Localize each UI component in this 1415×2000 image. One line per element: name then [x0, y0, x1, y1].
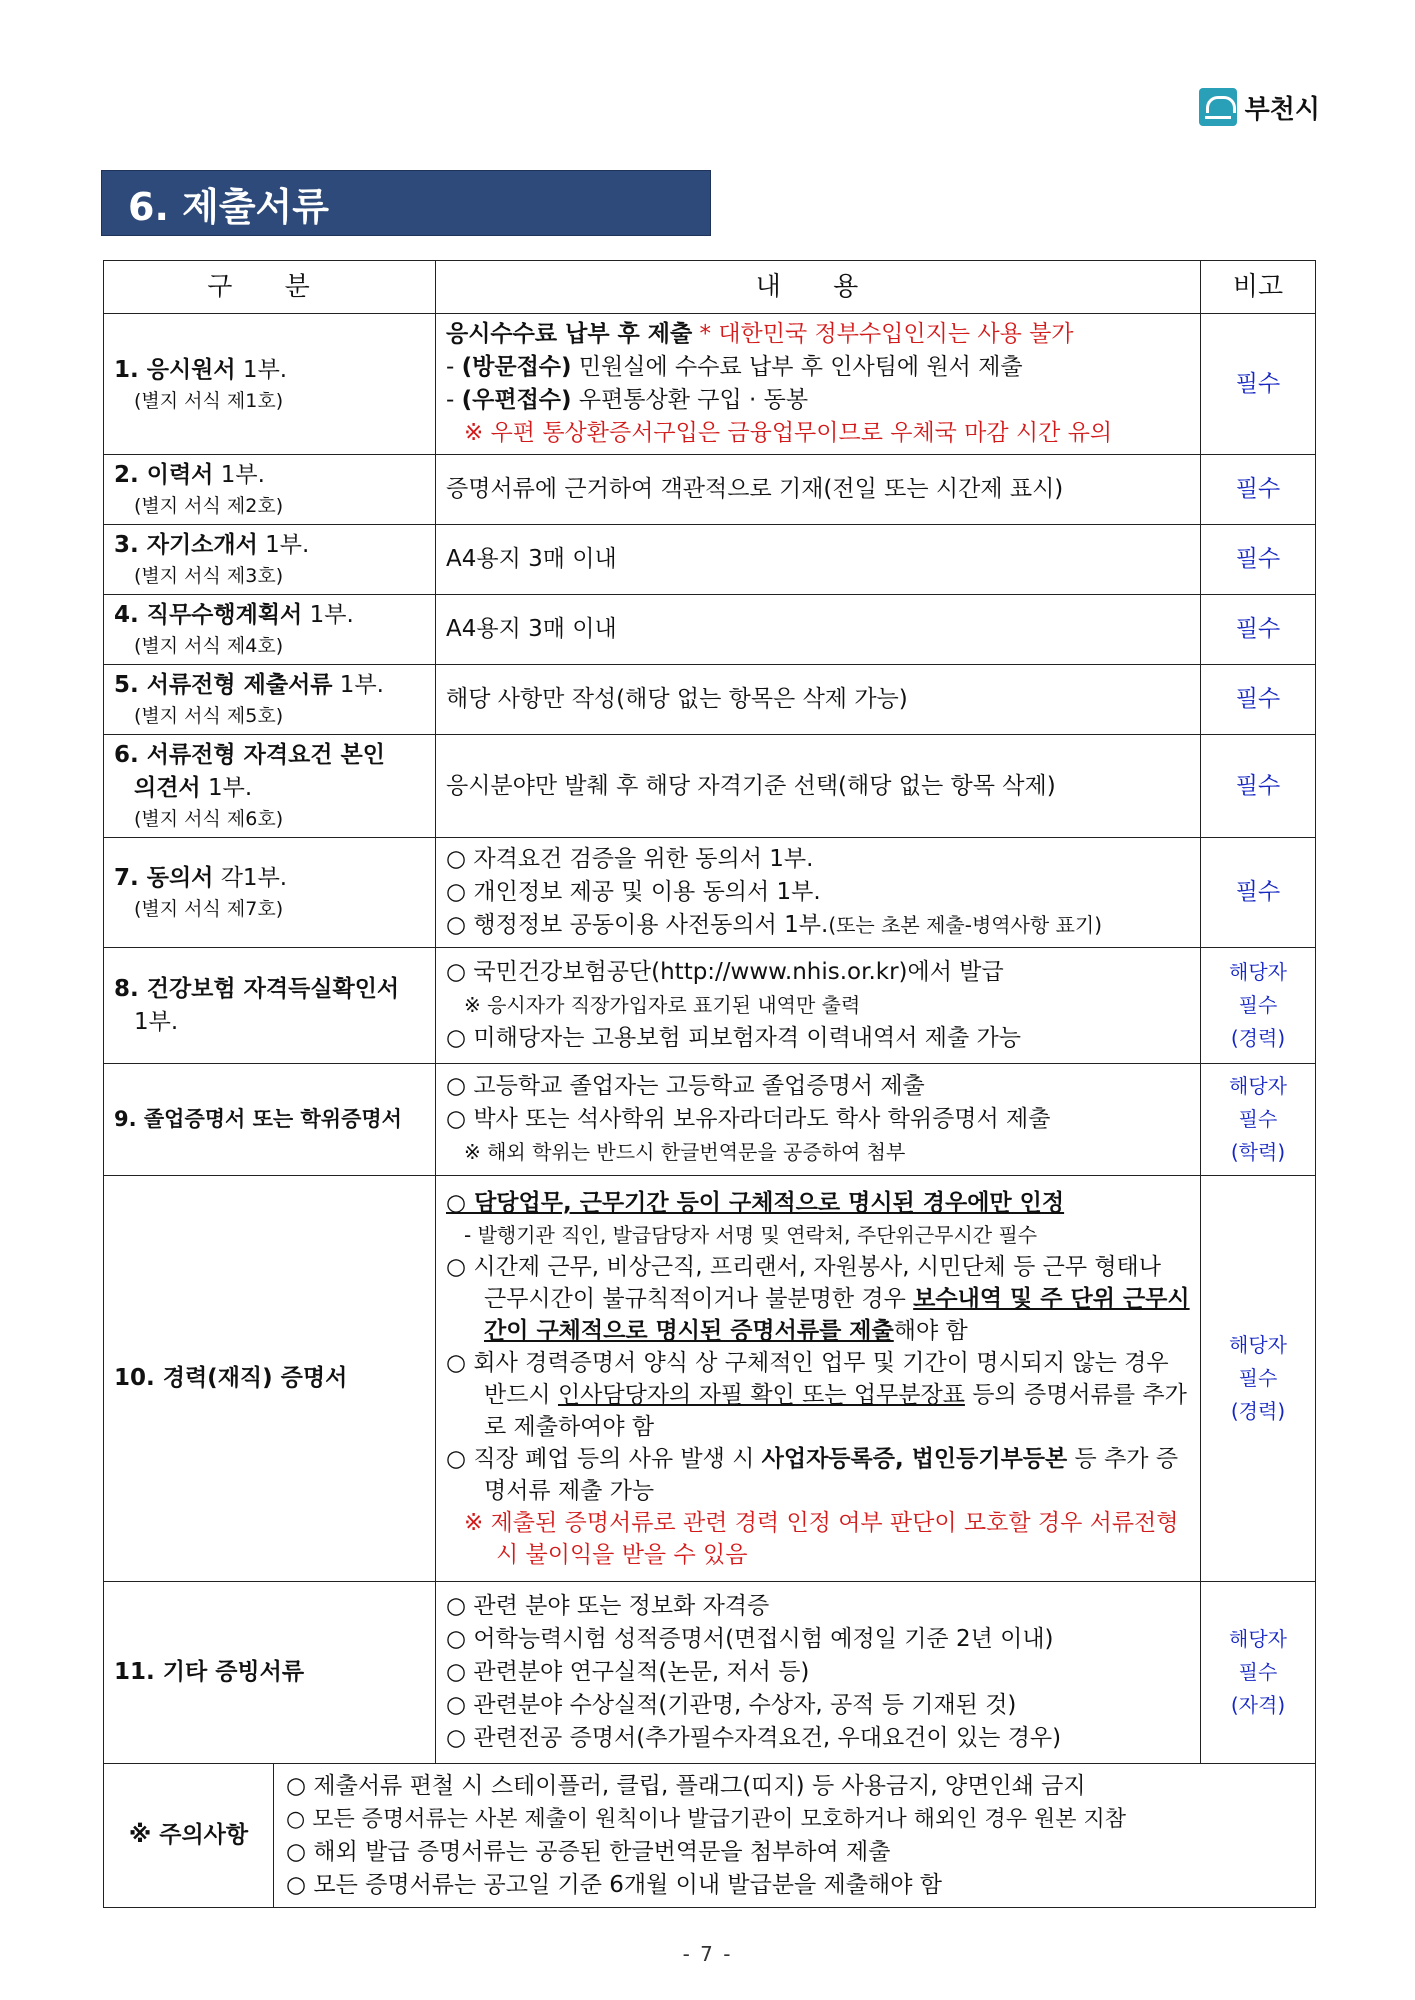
city-emblem-icon	[1199, 88, 1237, 126]
header-content: 내 용	[436, 261, 1201, 314]
row-content: ○ 담당업무, 근무기간 등이 구체적으로 명시된 경우에만 인정 - 발행기관 직인, 발급담당자 서명 및 연락처, 주단위근무시간 필수 ○ 시간제 근무, 비상근직, 프리랜서, 자원봉사, 시민단체 등 근무 형태나 근무시간이 불규칙적이거나 불분명한 경우 보수내역 및 주 단위 근무시간이 구체적으로 명시된 증명서류를 제출해야 함 ○ 회사 경력증명서 양식 상 구체적인 업무 및 기간이 명시되지 않는 경우 반드시 인사담당자의 자필 확인 또는 업무분장표 등의 증명서류를 추가로 제출하여야 함 ○ 직장 폐업 등의 사유 발생 시 사업자등록증, 법인등기부등본 등 추가 증명서류 제출 가능 ※ 제출된 증명서류로 관련 경력 인정 여부 판단이 모호할 경우 서류전형 시 불이익을 받을 수 있음	[436, 1176, 1201, 1582]
table-row	[104, 1064, 1316, 1176]
section-title: 6. 제출서류	[101, 170, 711, 236]
row-remark: 필수	[1201, 838, 1316, 948]
row-remark: 해당자 필수 (학력)	[1201, 1064, 1316, 1176]
notice-row	[104, 1764, 1316, 1908]
row-remark: 필수	[1201, 665, 1316, 735]
table-row	[104, 1176, 1316, 1582]
row-category: 8. 건강보험 자격득실확인서 1부.	[104, 948, 436, 1064]
row-remark: 필수	[1201, 735, 1316, 838]
table-header-row	[104, 261, 1316, 314]
row-content: 응시분야만 발췌 후 해당 자격기준 선택(해당 없는 항목 삭제)	[436, 735, 1201, 838]
row-remark: 필수	[1201, 525, 1316, 595]
row-remark: 필수	[1201, 595, 1316, 665]
table-row	[104, 314, 1316, 455]
row-content: 증명서류에 근거하여 객관적으로 기재(전일 또는 시간제 표시)	[436, 455, 1201, 525]
row-remark: 필수	[1201, 314, 1316, 455]
row-content: 응시수수료 납부 후 제출 * 대한민국 정부수입인지는 사용 불가 - (방문접수) 민원실에 수수료 납부 후 인사팀에 원서 제출 - (우편접수) 우편통상환 구입 · 동봉 ※ 우편 통상환증서구입은 금융업무이므로 우체국 마감 시간 유의	[436, 314, 1201, 455]
row-category: 10. 경력(재직) 증명서	[104, 1176, 436, 1582]
row-remark: 해당자 필수 (경력)	[1201, 948, 1316, 1064]
documents-table	[103, 260, 1316, 1908]
notice-label: ※ 주의사항	[104, 1764, 274, 1908]
row-content: ○ 국민건강보험공단(http://www.nhis.or.kr)에서 발급 ※ 응시자가 직장가입자로 표기된 내역만 출력 ○ 미해당자는 고용보험 피보험자격 이력내역서 제출 가능	[436, 948, 1201, 1064]
row-content: 해당 사항만 작성(해당 없는 항목은 삭제 가능)	[436, 665, 1201, 735]
table-row	[104, 838, 1316, 948]
notice-content: ○ 제출서류 편철 시 스테이플러, 클립, 플래그(띠지) 등 사용금지, 양면인쇄 금지 ○ 모든 증명서류는 사본 제출이 원칙이나 발급기관이 모호하거나 해외인 경우 원본 지참 ○ 해외 발급 증명서류는 공증된 한글번역문을 첨부하여 제출 ○ 모든 증명서류는 공고일 기준 6개월 이내 발급분을 제출해야 함	[274, 1764, 1316, 1908]
row-content: ○ 관련 분야 또는 정보화 자격증 ○ 어학능력시험 성적증명서(면접시험 예정일 기준 2년 이내) ○ 관련분야 연구실적(논문, 저서 등) ○ 관련분야 수상실적(기관명, 수상자, 공적 등 기재된 것) ○ 관련전공 증명서(추가필수자격요건, 우대요건이 있는 경우)	[436, 1582, 1201, 1764]
row-content: ○ 자격요건 검증을 위한 동의서 1부. ○ 개인정보 제공 및 이용 동의서 1부. ○ 행정정보 공동이용 사전동의서 1부.(또는 초본 제출-병역사항 표기)	[436, 838, 1201, 948]
row-category: 5. 서류전형 제출서류 1부. (별지 서식 제5호)	[104, 665, 436, 735]
table-row	[104, 455, 1316, 525]
row-category: 3. 자기소개서 1부. (별지 서식 제3호)	[104, 525, 436, 595]
brand-name: 부천시	[1244, 94, 1320, 125]
header-category: 구 분	[104, 261, 436, 314]
table-row	[104, 735, 1316, 838]
row-category: 7. 동의서 각1부. (별지 서식 제7호)	[104, 838, 436, 948]
table-row	[104, 595, 1316, 665]
row-remark: 해당자 필수 (자격)	[1201, 1582, 1316, 1764]
bucheon-logo	[1199, 88, 1320, 126]
header-remark: 비고	[1201, 261, 1316, 314]
row-remark: 필수	[1201, 455, 1316, 525]
row-content: ○ 고등학교 졸업자는 고등학교 졸업증명서 제출 ○ 박사 또는 석사학위 보유자라더라도 학사 학위증명서 제출 ※ 해외 학위는 반드시 한글번역문을 공증하여 첨부	[436, 1064, 1201, 1176]
row-category: 1. 응시원서 1부. (별지 서식 제1호)	[104, 314, 436, 455]
row-remark: 해당자 필수 (경력)	[1201, 1176, 1316, 1582]
table-row	[104, 948, 1316, 1064]
row-category: 6. 서류전형 자격요건 본인 의견서 1부. (별지 서식 제6호)	[104, 735, 436, 838]
row-content: A4용지 3매 이내	[436, 525, 1201, 595]
row-category: 11. 기타 증빙서류	[104, 1582, 436, 1764]
row-category: 2. 이력서 1부. (별지 서식 제2호)	[104, 455, 436, 525]
row-category: 9. 졸업증명서 또는 학위증명서	[104, 1064, 436, 1176]
page-number: - 7 -	[682, 1942, 733, 1966]
row-category: 4. 직무수행계획서 1부. (별지 서식 제4호)	[104, 595, 436, 665]
table-row	[104, 1582, 1316, 1764]
table-row	[104, 525, 1316, 595]
row-content: A4용지 3매 이내	[436, 595, 1201, 665]
table-row	[104, 665, 1316, 735]
